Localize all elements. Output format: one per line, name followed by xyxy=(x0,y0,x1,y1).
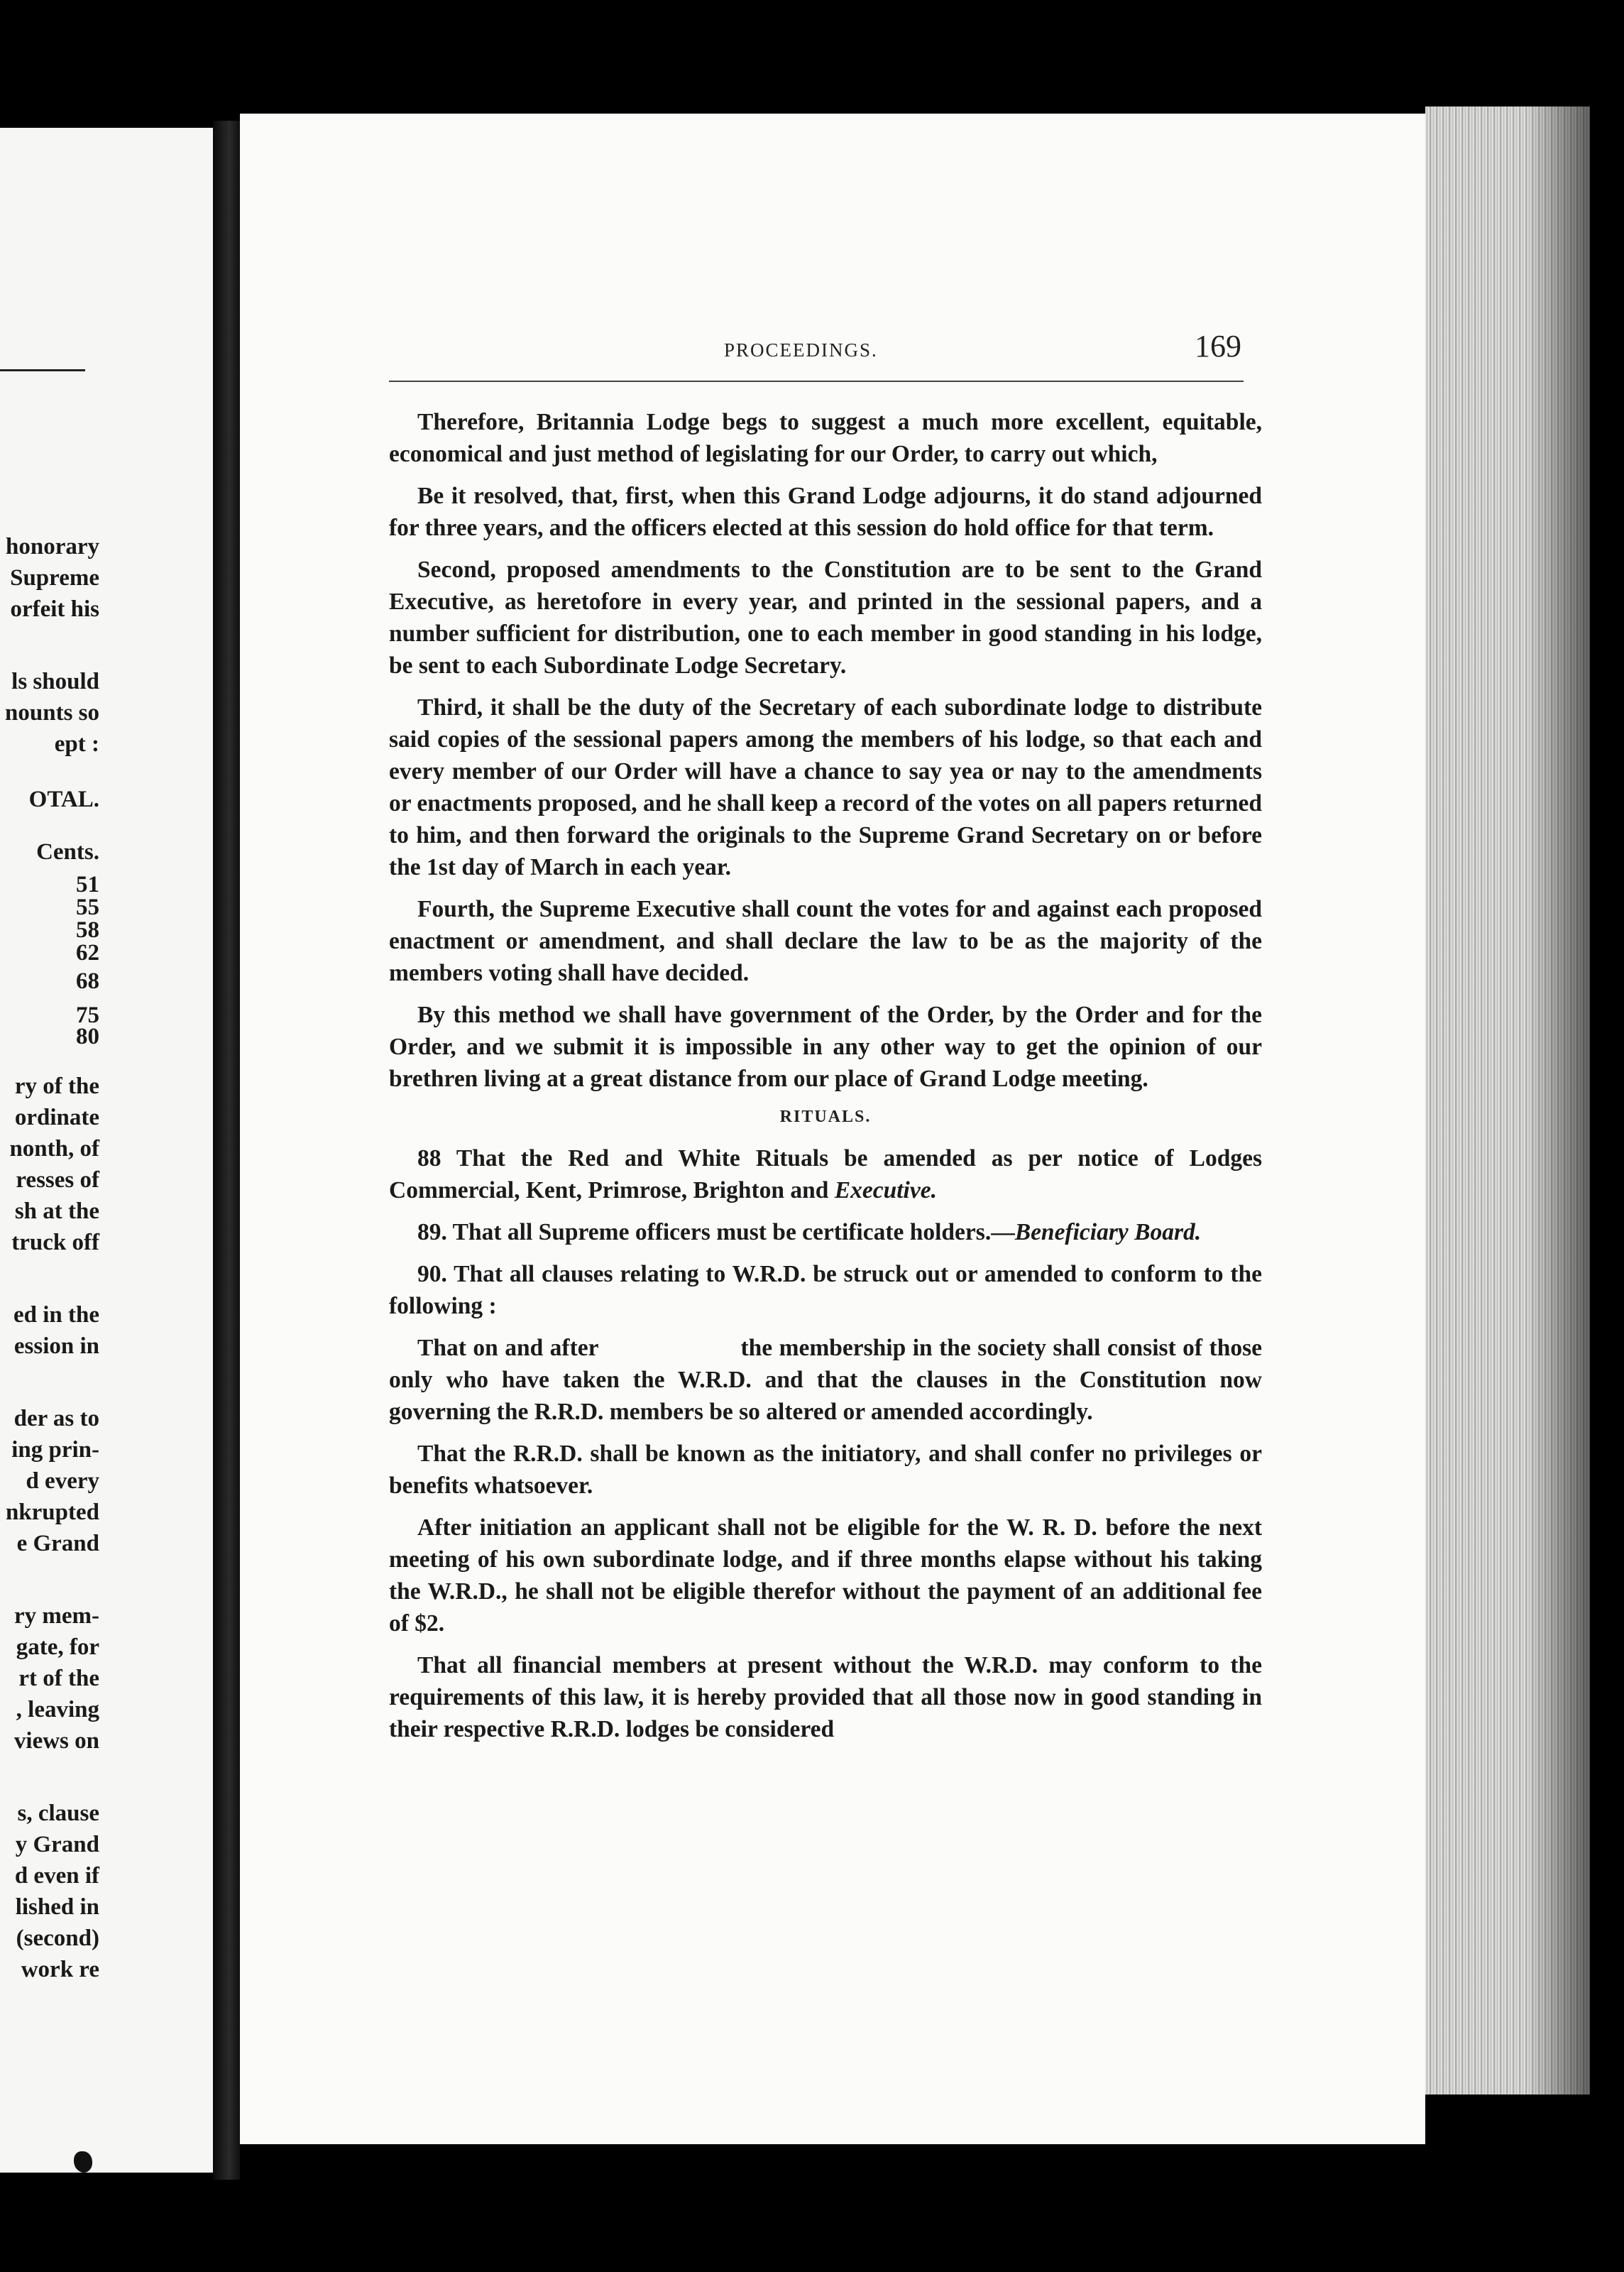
paragraph: After initiation an applicant shall not be eligible for the W. R. D. before the next meeting of his own subordinate lodge, and if three months elapse without his taking the W.R.D., he shall not be eligible therefor without the payment of an additional fee of $2. xyxy=(389,1514,1262,1637)
paragraph: Fourth, the Supreme Executive shall count the votes for and against each proposed enactment or amendment, and shall declare the law to be as the majority of the members voting shall have decided. xyxy=(389,896,1262,986)
paragraph-start: That on and after xyxy=(417,1335,599,1361)
paragraph: That all financial members at present without the W.R.D. may conform to the requirements of this law, it is hereby provided that all those now in good standing in their respective R.R.D. lodges be considered xyxy=(389,1652,1262,1742)
left-page-line: OTAL. xyxy=(28,787,99,812)
left-page-line: ession in xyxy=(13,1333,99,1359)
left-page-line: work re xyxy=(21,1957,99,1982)
left-page-line: 75 xyxy=(76,1003,99,1028)
resolution-attribution: Executive. xyxy=(834,1177,937,1203)
resolution-90: 90. That all clauses relating to W.R.D. be struck out or amended to conform to the following : xyxy=(389,1261,1262,1319)
left-page-line: d every xyxy=(26,1468,99,1494)
resolution-text: 89. That all Supreme officers must be certificate holders.— xyxy=(417,1219,1015,1245)
left-page-line: e Grand xyxy=(16,1531,99,1556)
left-page-line: ry mem- xyxy=(13,1603,99,1629)
left-page-line: 58 xyxy=(76,917,99,943)
left-page-line: ordinate xyxy=(14,1105,99,1130)
page-body xyxy=(389,406,1262,1755)
section-title: RITUALS. xyxy=(779,1108,872,1126)
left-page-line: nounts so xyxy=(5,700,99,726)
left-page-line: honorary xyxy=(6,534,99,559)
running-head: PROCEEDINGS. xyxy=(724,339,878,361)
left-page-line: der as to xyxy=(13,1406,99,1431)
left-page-line: ept : xyxy=(54,731,99,757)
left-page-line: Supreme xyxy=(10,565,99,591)
resolution-88 xyxy=(389,1142,1262,1206)
resolution-attribution: Beneficiary Board. xyxy=(1014,1219,1202,1245)
left-page-line: (second) xyxy=(16,1926,99,1951)
left-page-line: truck off xyxy=(11,1230,99,1255)
left-page-line: ed in the xyxy=(13,1302,99,1328)
left-page-line: Cents. xyxy=(36,839,99,865)
ink-blot xyxy=(74,2151,92,2173)
left-page-line: orfeit his xyxy=(10,596,99,622)
left-page-line: sh at the xyxy=(14,1198,99,1224)
paragraph: Second, proposed amendments to the Constitution are to be sent to the Grand Executive, as heretofore in every year, and printed in the sessional papers, and a number sufficient for distribution, one to each member in good standing in his lodge, be sent to each Subordinate Lodge Secretary. xyxy=(389,557,1262,679)
resolution-89 xyxy=(389,1216,1262,1248)
paragraph: By this method we shall have government of the Order, by the Order and for the Order, and we submit it is impossible in any other way to get the opinion of our brethren living at a great distance from our place of Grand Lodge meeting. xyxy=(389,1002,1262,1092)
left-page-line: nkrupted xyxy=(5,1500,99,1525)
left-page-rule xyxy=(0,369,85,371)
left-page-line: ing prin- xyxy=(11,1437,99,1463)
left-page-line: gate, for xyxy=(16,1634,99,1660)
left-page-line: ls should xyxy=(11,669,99,694)
left-facing-page xyxy=(0,128,213,2173)
left-page-line: ry of the xyxy=(14,1074,99,1099)
header-rule xyxy=(389,381,1244,382)
left-page-line: , leaving xyxy=(16,1697,99,1722)
paragraph xyxy=(389,1332,1262,1428)
left-page-line: resses of xyxy=(16,1167,99,1193)
paragraph: That the R.R.D. shall be known as the initiatory, and shall confer no privileges or benefits whatsoever. xyxy=(389,1441,1262,1499)
left-page-line: lished in xyxy=(15,1894,99,1920)
left-page-line: nonth, of xyxy=(9,1136,99,1162)
left-page-line: 62 xyxy=(76,940,99,966)
left-page-line: 51 xyxy=(76,872,99,897)
page-edges-shadow xyxy=(1526,106,1590,2094)
left-page-line: s, clause xyxy=(17,1801,99,1826)
paragraph: Third, it shall be the duty of the Secretary of each subordinate lodge to distribute said copies of the sessional papers among the members of his lodge, so that each and every member of our Order will have a chance to say yea or nay to the amendments or enactments proposed, and he shall keep a record of the votes on all papers returned to him, and then forward the originals to the Supreme Grand Secretary on or before the 1st day of March in each year. xyxy=(389,694,1262,880)
left-page-line: y Grand xyxy=(15,1832,99,1857)
resolution-text: 88 That the Red and White Rituals be amended as per notice of Lodges Commercial, Kent, Primrose, Brighton and xyxy=(389,1145,1262,1203)
left-page-line: views on xyxy=(13,1728,99,1754)
left-page-line: d even if xyxy=(14,1863,99,1889)
paragraph: Therefore, Britannia Lodge begs to suggest a much more excellent, equitable, economical and just method of legislating for our Order, to carry out which, xyxy=(389,409,1262,467)
left-page-line: rt of the xyxy=(18,1666,99,1691)
book-gutter xyxy=(213,121,240,2180)
paragraph: Be it resolved, that, first, when this Grand Lodge adjourns, it do stand adjourned for three years, and the officers elected at this session do hold office for that term. xyxy=(389,483,1262,541)
left-page-line: 80 xyxy=(76,1024,99,1049)
left-page-line: 68 xyxy=(76,968,99,994)
left-page-line: 55 xyxy=(76,895,99,920)
page-number: 169 xyxy=(1195,329,1241,364)
paragraph-rest: the membership in the society shall consist of those only who have taken the W.R.D. and that the clauses in the Constitution now governing the R.R.D. members be so altered or amended accordingly. xyxy=(389,1335,1262,1425)
